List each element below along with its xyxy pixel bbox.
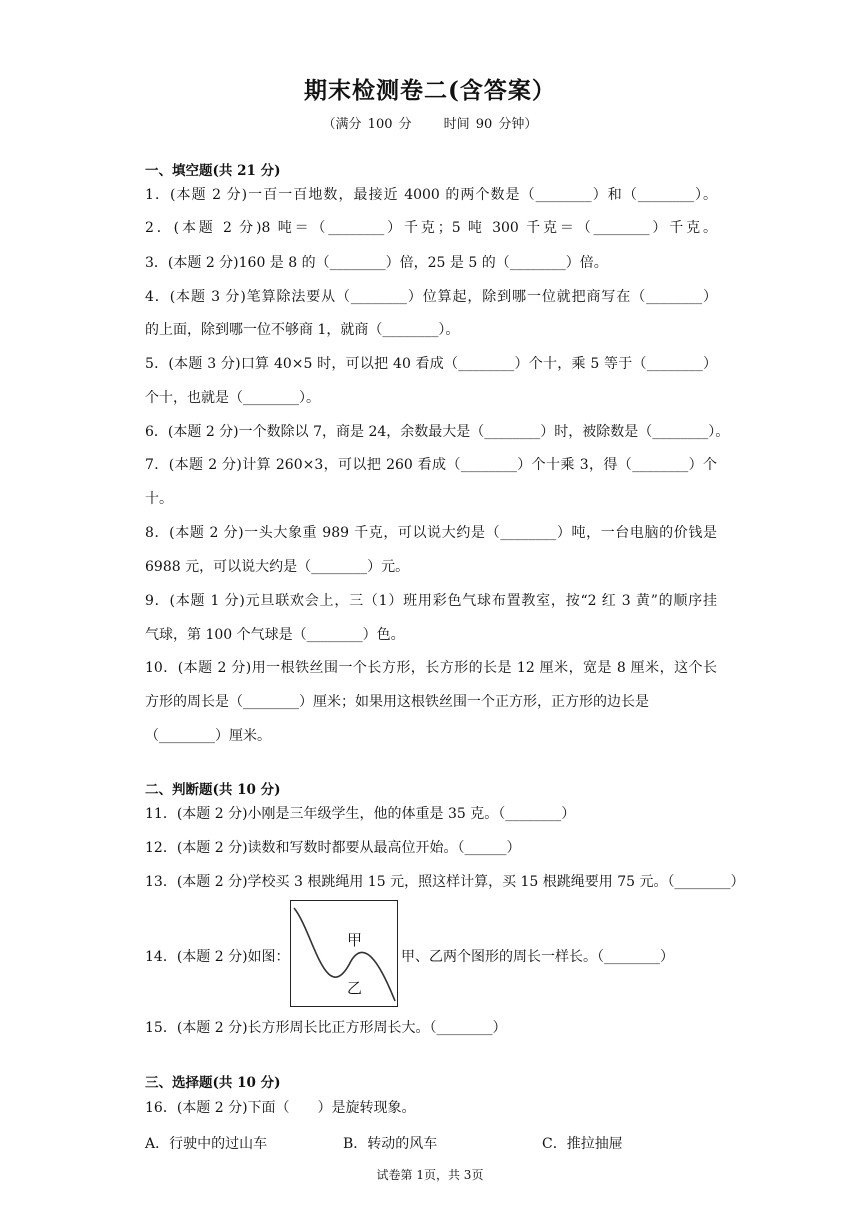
question-12: 12．(本题 2 分)读数和写数时都要从最高位开始。（______） (145, 840, 521, 856)
option-c: C．推拉抽屉 (542, 1136, 623, 1152)
section-judge-heading: 二、判断题(共 10 分) (145, 782, 281, 798)
figure-label-yi: 乙 (347, 979, 363, 997)
question-5-line-2: 个十，也就是（________）。 (145, 390, 320, 406)
question-9-line-1: 9．(本题 1 分)元旦联欢会上，三（1）班用彩色气球布置教室，按“2 红 3 黄”的顺序挂 (145, 593, 717, 609)
question-4-line-2: 的上面，除到哪一位不够商 1，就商（________）。 (145, 322, 460, 338)
question-16: 16．(本题 2 分)下面（ ）是旋转现象。 (145, 1100, 416, 1116)
full-score: （满分 100 分 (322, 117, 412, 132)
question-7-line-1: 7．(本题 2 分)计算 260×3，可以把 260 看成（________）个十乘 3，得（________）个 (145, 457, 717, 473)
section-choice-heading: 三、选择题(共 10 分) (145, 1075, 281, 1091)
question-13: 13．(本题 2 分)学校买 3 根跳绳用 15 元，照这样计算，买 15 根跳绳要用 75 元。（________） (145, 874, 745, 890)
question-1: 1．(本题 2 分)一百一百地数，最接近 4000 的两个数是（________）和（________）。 (145, 187, 717, 203)
time-limit: 时间 90 分钟） (443, 117, 538, 132)
question-2: 2．(本题 2 分)8 吨＝（________）千克；5 吨 300 千克＝（________）千克。 (145, 220, 717, 236)
page-title: 期末检测卷二(含答案） (304, 77, 556, 104)
question-10-line-2: 方形的周长是（________）厘米；如果用这根铁丝围一个正方形，正方形的边长是 (145, 694, 649, 710)
question-8-line-2: 6988 元，可以说大约是（________）元。 (145, 559, 410, 575)
question-11: 11．(本题 2 分)小刚是三年级学生，他的体重是 35 克。（________） (145, 806, 576, 822)
question-6: 6．(本题 2 分)一个数除以 7，商是 24，余数最大是（________）时，被除数是（________）。 (145, 424, 730, 440)
exam-meta (0, 113, 860, 132)
option-a: A．行驶中的过山车 (145, 1136, 268, 1152)
question-14-suffix: 甲、乙两个图形的周长一样长。（________） (401, 949, 674, 965)
question-14 (145, 900, 717, 1010)
option-b: B．转动的风车 (343, 1136, 438, 1152)
question-15: 15．(本题 2 分)长方形周长比正方形周长大。（________） (145, 1020, 507, 1036)
section-fill-heading: 一、填空题(共 21 分) (145, 163, 281, 179)
question-3: 3．(本题 2 分)160 是 8 的（________）倍，25 是 5 的（________）倍。 (145, 255, 608, 271)
shape-figure (290, 900, 398, 1007)
figure-label-jia: 甲 (347, 931, 363, 949)
question-4-line-1: 4．(本题 3 分)笔算除法要从（________）位算起，除到哪一位就把商写在（________） (145, 289, 717, 305)
question-5-line-1: 5．(本题 3 分)口算 40×5 时，可以把 40 看成（________）个十，乘 5 等于（________） (145, 356, 717, 372)
question-14-prefix: 14．(本题 2 分)如图： (145, 949, 290, 965)
question-9-line-2: 气球，第 100 个气球是（________）色。 (145, 627, 405, 643)
question-10-line-1: 10．(本题 2 分)用一根铁丝围一个长方形，长方形的长是 12 厘米，宽是 8 厘米，这个长 (145, 660, 717, 676)
question-10-line-3: （________）厘米。 (145, 728, 271, 744)
question-8-line-1: 8．(本题 2 分)一头大象重 989 千克，可以说大约是（________）吨，一台电脑的价钱是 (145, 525, 717, 541)
question-7-line-2: 十。 (145, 491, 173, 507)
page-footer: 试卷第 1页，共 3页 (376, 1168, 484, 1182)
curve-divider (291, 901, 399, 1008)
